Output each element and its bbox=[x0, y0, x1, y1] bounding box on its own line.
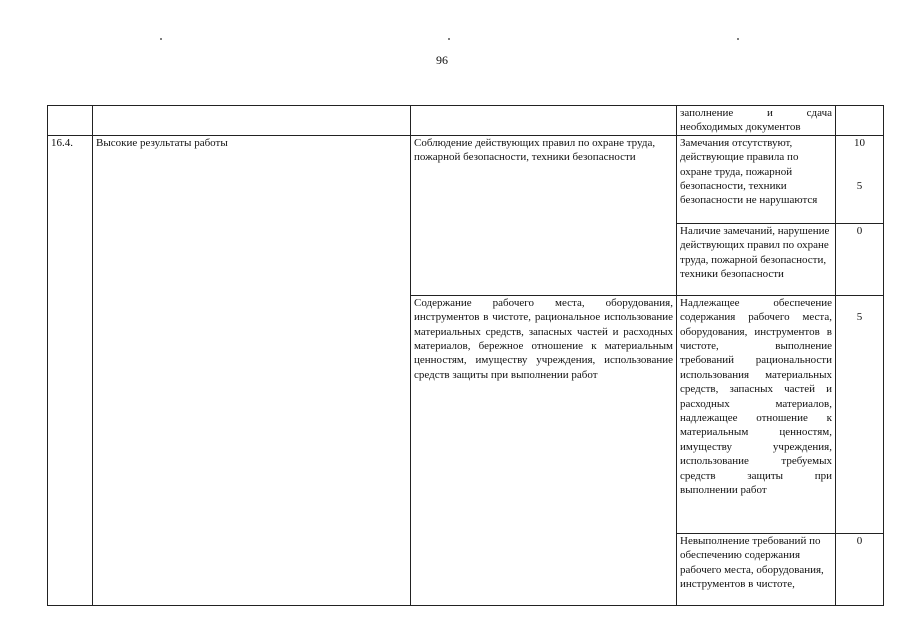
points-cell bbox=[836, 106, 884, 136]
scan-speck bbox=[160, 38, 162, 40]
scan-speck bbox=[448, 38, 450, 40]
criteria-text: Невыполнение требований по обеспечению содержания рабочего места, оборудования, инструментов в чистоте, bbox=[680, 534, 824, 591]
points-value: 0 bbox=[836, 533, 884, 605]
table-row bbox=[48, 106, 884, 136]
criteria-cell: заполнение и сдача необходимых документов bbox=[677, 106, 836, 136]
points-cell bbox=[836, 135, 884, 223]
points-value: 0 bbox=[836, 223, 884, 295]
table-row bbox=[48, 135, 884, 223]
item-title: Высокие результаты работы bbox=[93, 135, 411, 605]
scan-speck bbox=[737, 38, 739, 40]
indicator-cell bbox=[411, 106, 677, 136]
criteria-cell bbox=[677, 533, 836, 605]
number-cell bbox=[48, 106, 93, 136]
points-value: 10 bbox=[854, 136, 865, 149]
points-value: 5 bbox=[856, 180, 863, 193]
page-number: 96 bbox=[436, 53, 448, 67]
indicator-text: Содержание рабочего места, оборудования, инструментов в чистоте, рациональное использование материальных средств, запасных частей и расходных материалов, бережное отношение к материальным ценностям, имуществу учреждения, использование средств защиты при выполнении работ bbox=[411, 295, 677, 605]
indicator-text: Соблюдение действующих правил по охране труда, пожарной безопасности, техники безопасности bbox=[411, 135, 677, 295]
criteria-table bbox=[47, 105, 884, 606]
title-cell bbox=[93, 106, 411, 136]
criteria-text: Замечания отсутствуют, действующие правила по охране труда, пожарной безопасности, техники безопасности не нарушаются bbox=[677, 135, 836, 223]
criteria-text: Наличие замечаний, нарушение действующих правил по охране труда, пожарной безопасности, техники безопасности bbox=[677, 223, 836, 295]
points-value: 5 bbox=[856, 310, 863, 323]
criteria-text: Надлежащее обеспечение содержания рабочего места, оборудования, инструментов в чистоте, выполнение требований рациональности использования материальных средств, запасных частей и расходных материалов, надлежащее отношение к материальным ценностям, имуществу учреждения, использование требуемых средств защиты при выполнении работ bbox=[677, 295, 836, 533]
points-cell bbox=[836, 295, 884, 533]
item-number: 16.4. bbox=[48, 135, 93, 605]
